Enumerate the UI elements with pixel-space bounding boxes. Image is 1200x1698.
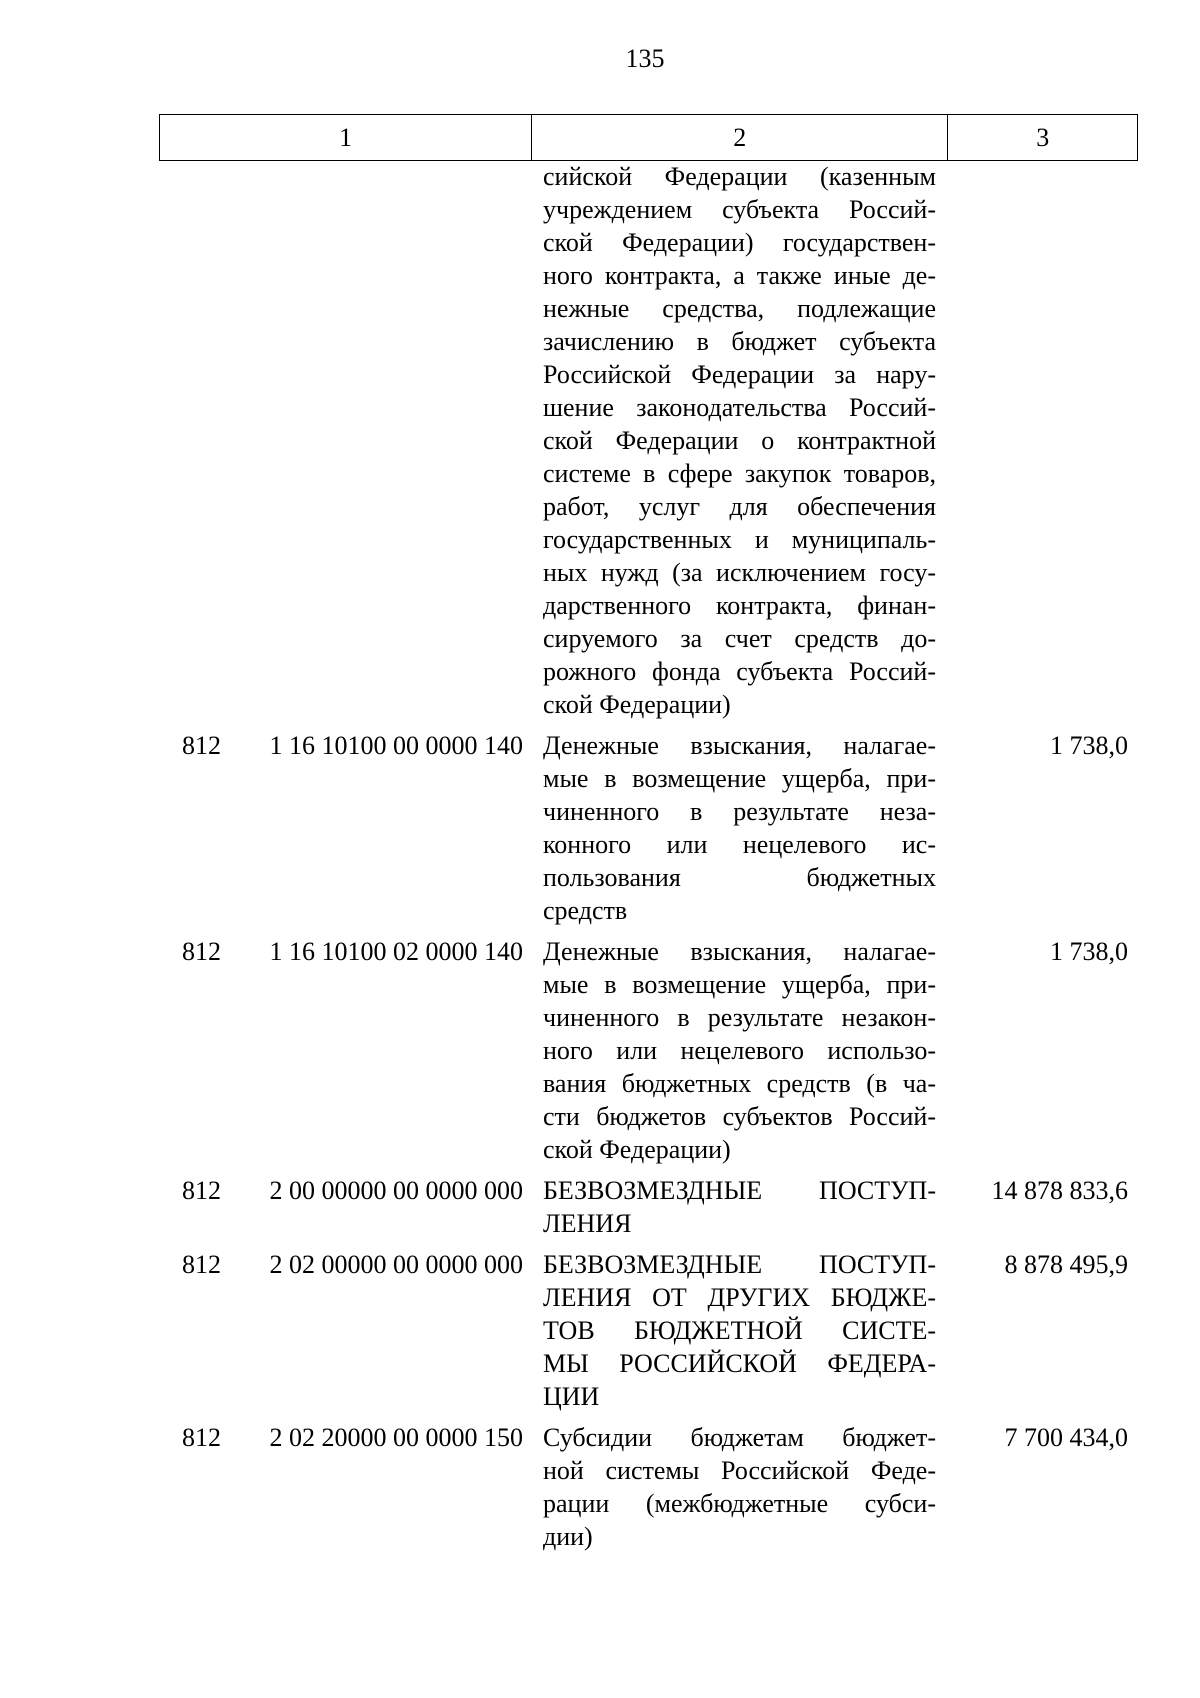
admin-code: 812: [182, 1250, 221, 1279]
revenue-name: [543, 1248, 936, 1413]
revenue-name-line: работ, услуг для обеспечения: [543, 492, 936, 521]
budget-classification-code: 1 16 10100 00 0000 140: [269, 731, 523, 760]
header-col-1: 1: [160, 115, 532, 161]
revenue-name-line: МЫ РОССИЙСКОЙ ФЕДЕРА-: [543, 1349, 936, 1378]
admin-code: 812: [182, 1423, 221, 1452]
revenue-name: [543, 935, 936, 1166]
header-col-3: 3: [948, 115, 1138, 161]
revenue-name-line: Денежные взыскания, налагае-: [543, 731, 936, 760]
revenue-name-line: государственных и муниципаль-: [543, 525, 936, 554]
table-row: [0, 1421, 1200, 1553]
amount: 1 738,0: [1050, 937, 1128, 966]
revenue-name-line: пользования бюджетных: [543, 863, 936, 892]
budget-classification-code: 2 02 00000 00 0000 000: [269, 1250, 523, 1279]
admin-code: 812: [182, 937, 221, 966]
amount: 14 878 833,6: [991, 1176, 1128, 1205]
revenue-name-line: рации (межбюджетные субси-: [543, 1489, 936, 1518]
revenue-name-line: ного контракта, а также иные де-: [543, 261, 936, 290]
revenue-name: [543, 729, 936, 927]
admin-code: 812: [182, 1176, 221, 1205]
admin-code: 812: [182, 731, 221, 760]
table-row: [0, 935, 1200, 1166]
revenue-name-line: Российской Федерации за нару-: [543, 360, 936, 389]
revenue-name-line: системе в сфере закупок товаров,: [543, 459, 936, 488]
revenue-name-line: сируемого за счет средств до-: [543, 624, 936, 653]
revenue-name-line: ЛЕНИЯ ОТ ДРУГИХ БЮДЖЕ-: [543, 1283, 936, 1312]
revenue-name-line: мые в возмещение ущерба, при-: [543, 970, 936, 999]
budget-classification-code: 2 00 00000 00 0000 000: [269, 1176, 523, 1205]
revenue-name-line: Денежные взыскания, налагае-: [543, 937, 936, 966]
revenue-name-line: чиненного в результате неза-: [543, 797, 936, 826]
revenue-name-line: сийской Федерации (казенным: [543, 162, 936, 191]
revenue-name-line: нежные средства, подлежащие: [543, 294, 936, 323]
revenue-name-line: учреждением субъекта Россий-: [543, 195, 936, 224]
revenue-name-line: БЕЗВОЗМЕЗДНЫЕ ПОСТУП-: [543, 1250, 936, 1279]
table-body: [0, 160, 1200, 1561]
revenue-name-line: чиненного в результате незакон-: [543, 1003, 936, 1032]
amount: 7 700 434,0: [1004, 1423, 1128, 1452]
revenue-name-line: ЦИИ: [543, 1382, 600, 1411]
revenue-name-line: рожного фонда субъекта Россий-: [543, 657, 936, 686]
revenue-name-line: ской Федерации) государствен-: [543, 228, 936, 257]
table-header: [159, 114, 1138, 161]
revenue-name-line: ской Федерации о контрактной: [543, 426, 936, 455]
header-col-2: 2: [532, 115, 948, 161]
revenue-name-line: мые в возмещение ущерба, при-: [543, 764, 936, 793]
amount: 1 738,0: [1050, 731, 1128, 760]
revenue-name-line: конного или нецелевого ис-: [543, 830, 936, 859]
revenue-name-line: Субсидии бюджетам бюджет-: [543, 1423, 936, 1452]
revenue-name-line: ного или нецелевого использо-: [543, 1036, 936, 1065]
amount: 8 878 495,9: [1004, 1250, 1128, 1279]
revenue-name-line: дии): [543, 1522, 593, 1551]
revenue-name: [543, 1174, 936, 1240]
table-row: [0, 729, 1200, 927]
revenue-name: [543, 1421, 936, 1553]
revenue-name-line: БЕЗВОЗМЕЗДНЫЕ ПОСТУП-: [543, 1176, 936, 1205]
revenue-name-line: ской Федерации): [543, 690, 731, 719]
page-number: 135: [625, 44, 665, 73]
revenue-name-line: ской Федерации): [543, 1135, 731, 1164]
revenue-name-line: ЛЕНИЯ: [543, 1209, 632, 1238]
revenue-name-line: дарственного контракта, финан-: [543, 591, 936, 620]
budget-classification-code: 2 02 20000 00 0000 150: [269, 1423, 523, 1452]
revenue-name-line: ных нужд (за исключением госу-: [543, 558, 936, 587]
revenue-name-line: вания бюджетных средств (в ча-: [543, 1069, 936, 1098]
revenue-name-line: сти бюджетов субъектов Россий-: [543, 1102, 936, 1131]
revenue-name-line: ТОВ БЮДЖЕТНОЙ СИСТЕ-: [543, 1316, 936, 1345]
revenue-name-line: шение законодательства Россий-: [543, 393, 936, 422]
revenue-name-line: зачислению в бюджет субъекта: [543, 327, 936, 356]
revenue-name-line: средств: [543, 896, 628, 925]
table-row: [0, 1174, 1200, 1240]
revenue-name-line: ной системы Российской Феде-: [543, 1456, 936, 1485]
revenue-name: [543, 160, 936, 721]
budget-classification-code: 1 16 10100 02 0000 140: [269, 937, 523, 966]
table-row: [0, 160, 1200, 721]
table-row: [0, 1248, 1200, 1413]
